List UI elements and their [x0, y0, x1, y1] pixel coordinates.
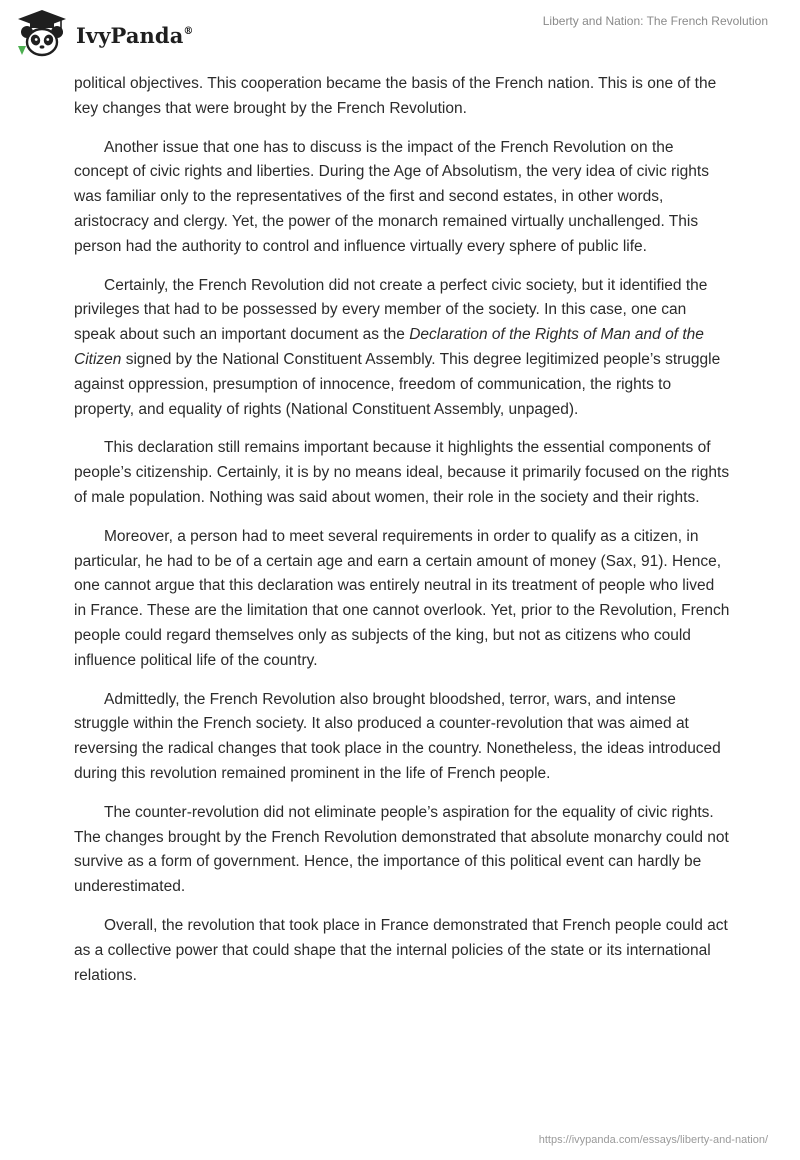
- registered-mark: ®: [183, 25, 194, 37]
- paragraph-counter-revolution: The counter-revolution did not eliminate people’s aspiration for the equality of civic rights. The changes brought by the French Revolution demonstrated that absolute monarchy could not survive as a form of government. Hence, the importance of this political event can hardly be underestimated.: [74, 803, 729, 896]
- paragraph-declaration-text-start: Certainly, the French Revolution did not create a perfect civic society, but it identified the privileges that had to be possessed by every member of the society. In this case, one can speak about such an important document as the: [74, 276, 708, 344]
- page-header: [0, 0, 800, 70]
- paragraph-declaration-text-end: signed by the National Constituent Assembly. This degree legitimized people’s struggle against oppression, presumption of innocence, freedom of communication, the rights to property, and equality of rights (National Constituent Assembly, unpaged).: [74, 350, 721, 418]
- paragraph-continuation: political objectives. This cooperation became the basis of the French nation. This is one of the key changes that were brought by the French Revolution.: [74, 75, 717, 117]
- declaration-title: Declaration of the Rights of Man and of the Citizen: [74, 326, 704, 368]
- paragraph-citizenship: This declaration still remains important because it highlights the essential components of people’s citizenship. Certainly, it is by no means ideal, because it primarily focused on the rights of male population. Nothing was said about women, their role in the society and their rights.: [74, 439, 730, 506]
- paragraph-civic-rights: Another issue that one has to discuss is the impact of the French Revolution on the concept of civic rights and liberties. During the Age of Absolutism, the very idea of civic rights was familiar only to the representatives of the first and second estates, in other words, aristocracy and clergy. Yet, the power of the monarch remained virtually unchallenged. This person had the authority to control and influence virtually every sphere of public life.: [74, 138, 709, 255]
- panda-graduate-icon: [14, 8, 70, 60]
- source-url[interactable]: https://ivypanda.com/essays/liberty-and-nation/: [538, 1134, 768, 1146]
- essay-body: [74, 72, 730, 1002]
- paragraph-requirements: Moreover, a person had to meet several requirements in order to qualify as a citizen, in particular, he had to be of a certain age and earn a certain amount of money (Sax, 91). Hence, one cannot argue that this declaration was entirely neutral in its treatment of people who lived in France. These are the limitation that one cannot overlook. Yet, prior to the Revolution, French people could regard themselves only as subjects of the king, but not as citizens who could influence political life of the country.: [74, 527, 730, 669]
- paragraph-declaration: [74, 274, 730, 423]
- paragraph-bloodshed: Admittedly, the French Revolution also brought bloodshed, terror, wars, and intense struggle within the French society. It also produced a counter-revolution that was aimed at reversing the radical changes that took place in the country. Nonetheless, the ideas introduced during this revolution remained prominent in the life of French people.: [74, 690, 721, 782]
- ivypanda-logo[interactable]: [14, 8, 194, 60]
- document-title: Liberty and Nation: The French Revolution: [542, 14, 768, 28]
- brand-name: IvyPanda®: [76, 22, 194, 48]
- paragraph-conclusion: Overall, the revolution that took place in France demonstrated that French people could act as a collective power that could shape that the internal policies of the state or its international relations.: [74, 916, 728, 984]
